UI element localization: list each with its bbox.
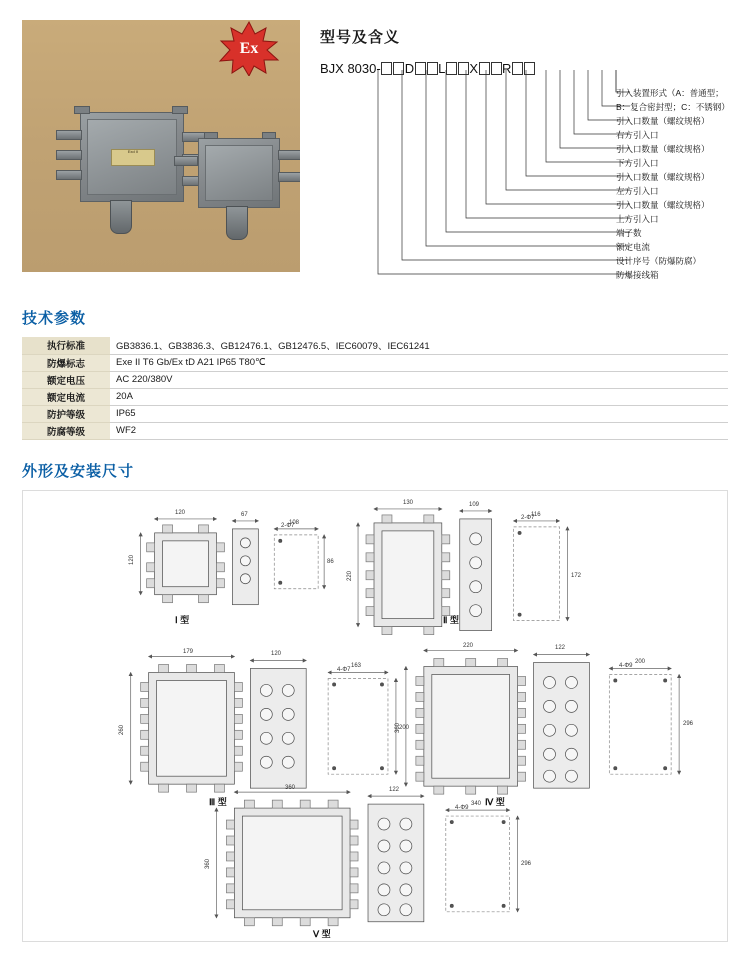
dim-V-front-width: 360: [285, 785, 296, 791]
model-code-letter: D: [404, 61, 415, 76]
dim-III-side-width: 120: [271, 651, 282, 657]
dim-III-front-width: 179: [183, 649, 194, 655]
tech-row-key: 额定电流: [22, 388, 110, 405]
bottom-gland: [110, 200, 132, 234]
model-code-letter: L: [438, 61, 446, 76]
dim-II-mount-height: 172: [571, 573, 582, 579]
cable-gland: [56, 150, 82, 160]
box-lid: [205, 145, 273, 201]
tech-row-key: 防爆标志: [22, 354, 110, 371]
mounting-foot: [172, 106, 188, 114]
model-code-prefix: BJX 8030-: [320, 61, 381, 76]
tech-row-key: 执行标准: [22, 337, 110, 354]
dim-I-front-width: 120: [175, 510, 186, 516]
legend-item: 上方引入口: [616, 214, 659, 224]
dim-IV-mount-width: 200: [635, 659, 646, 665]
legend-item: B：复合密封型；C：不锈钢）: [616, 102, 730, 112]
tech-row-value: 20A: [110, 388, 728, 405]
dim-II-hole-note: 2-Φ7: [521, 515, 535, 521]
table-row: [22, 371, 728, 388]
table-row: [22, 422, 728, 439]
dim-V-mount-height: 296: [521, 861, 532, 867]
dimension-drawings-panel: [22, 490, 728, 942]
legend-item: 设计序号（防爆防腐）: [616, 256, 702, 266]
tech-row-value: Exe II T6 Gb/Ex tD A21 IP65 T80℃: [110, 354, 728, 371]
product-box-large: [80, 112, 184, 202]
cable-gland: [174, 156, 198, 166]
nameplate: Exd II: [111, 149, 155, 166]
tech-parameters-table: [22, 337, 728, 440]
product-box-small: [198, 138, 280, 208]
legend-item: 左方引入口: [616, 186, 659, 196]
mounting-foot: [204, 132, 218, 139]
dim-III-mount-width: 163: [351, 663, 362, 669]
tech-row-value: WF2: [110, 422, 728, 439]
legend-item: 额定电流: [616, 242, 651, 252]
dim-V-front-height: 360: [205, 858, 212, 870]
dim-III-hole-note: 4-Φ7: [337, 667, 351, 673]
dim-II-side-width: 109: [469, 502, 480, 508]
dim-IV-hole-note: 4-Φ9: [619, 663, 633, 669]
dim-I-mount-height: 86: [327, 559, 334, 565]
tech-row-value: IP65: [110, 405, 728, 422]
tech-row-key: 防腐等级: [22, 422, 110, 439]
legend-item: 右方引入口: [616, 130, 659, 140]
model-code-letter: R: [502, 61, 512, 76]
dim-I-hole-note: 2-Φ7: [281, 523, 295, 529]
table-row: [22, 337, 728, 354]
mounting-foot: [74, 106, 90, 114]
dim-group-label-V: Ⅴ 型: [313, 929, 331, 939]
legend-item: 引入装置形式（A：普通型；: [616, 88, 724, 98]
cable-gland: [278, 172, 300, 182]
legend-item: 防爆接线箱: [616, 270, 659, 280]
cable-gland: [56, 130, 82, 140]
dim-group-label-IV: Ⅳ 型: [485, 797, 505, 807]
dim-V-hole-note: 4-Φ9: [455, 805, 469, 811]
tech-row-value: GB3836.1、GB3836.3、GB12476.1、GB12476.5、IEC60079、IEC61241: [110, 337, 728, 354]
model-code-letter: X: [469, 61, 478, 76]
tech-row-value: AC 220/380V: [110, 371, 728, 388]
dimensions-section-title: 外形及安装尺寸: [22, 463, 135, 480]
legend-item: 引入口数量（螺纹规格）: [616, 200, 710, 210]
table-row: [22, 354, 728, 371]
dim-IV-front-width: 220: [463, 643, 474, 649]
bottom-gland: [226, 206, 248, 240]
cable-gland: [56, 170, 82, 180]
dim-V-mount-width: 340: [471, 801, 482, 807]
tech-section-title: 技术参数: [22, 310, 87, 327]
dim-IV-mount-height: 296: [683, 721, 694, 727]
dim-II-front-height: 220: [347, 570, 354, 582]
legend-item: 引入口数量（螺纹规格）: [616, 116, 710, 126]
model-legend-list: [616, 88, 750, 284]
legend-item: 引入口数量（螺纹规格）: [616, 144, 710, 154]
dim-III-mount-height: 200: [399, 725, 410, 731]
table-row: [22, 388, 728, 405]
dim-group-label-II: Ⅱ 型: [443, 615, 459, 625]
dim-IV-front-height: 360: [395, 722, 402, 734]
legend-item: 引入口数量（螺纹规格）: [616, 172, 710, 182]
cable-gland: [278, 150, 300, 160]
mounting-foot: [262, 132, 276, 139]
svg-text:Ex: Ex: [239, 40, 259, 57]
table-row: [22, 405, 728, 422]
dim-I-front-height: 120: [129, 554, 136, 566]
dim-II-mount-width: 116: [531, 512, 541, 518]
tech-row-key: 防护等级: [22, 405, 110, 422]
explosion-proof-badge-icon: [218, 20, 280, 76]
dim-III-front-height: 260: [119, 724, 126, 736]
dim-IV-side-width: 122: [555, 645, 566, 651]
legend-item: 端子数: [616, 228, 642, 238]
tech-table-wrap: [22, 337, 728, 440]
top-section: [0, 0, 750, 290]
dim-group-label-I: Ⅰ 型: [175, 615, 190, 625]
product-photo: [22, 20, 300, 272]
dim-I-side-width: 67: [241, 512, 248, 518]
legend-item: 下方引入口: [616, 158, 659, 168]
dim-II-front-width: 130: [403, 500, 414, 506]
dim-I-mount-width: 108: [289, 520, 300, 526]
model-section-title: 型号及含义: [320, 29, 401, 46]
dim-V-side-width: 122: [389, 787, 400, 793]
tech-row-key: 额定电压: [22, 371, 110, 388]
dim-group-label-III: Ⅲ 型: [209, 797, 227, 807]
